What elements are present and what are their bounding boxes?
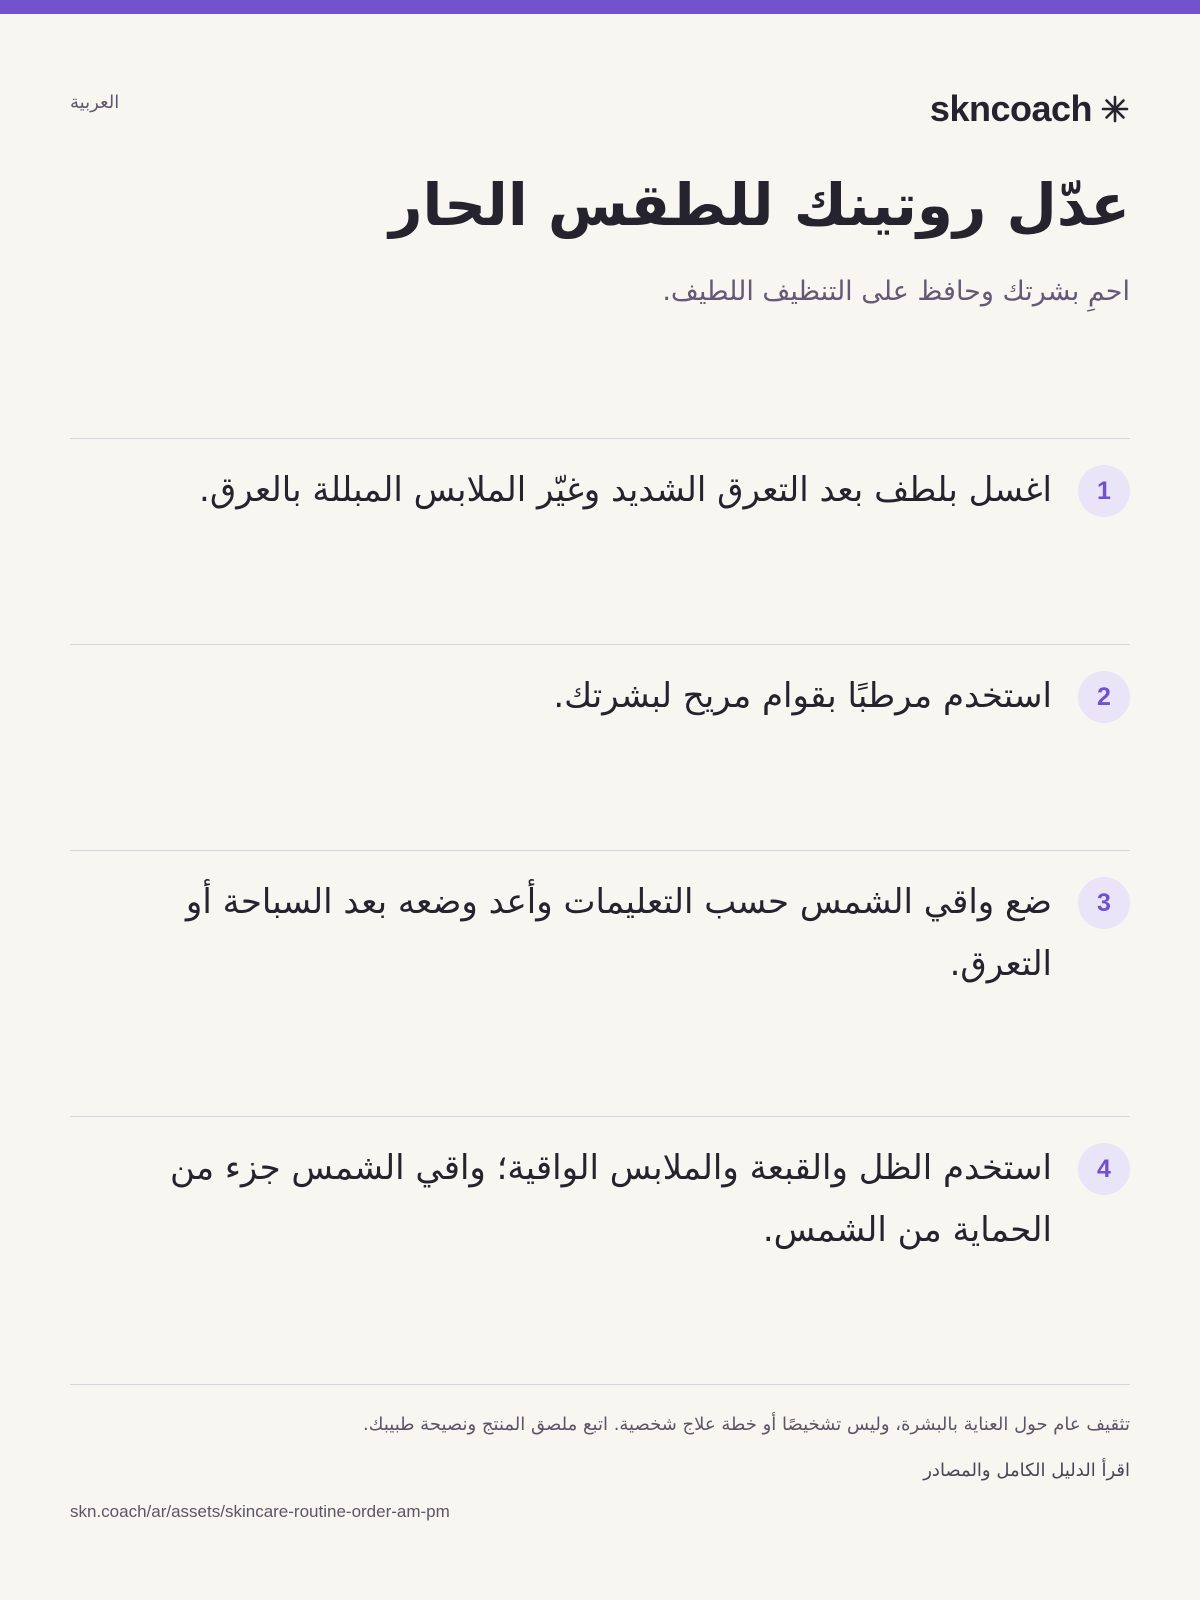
page-title: عدّل روتينك للطقس الحار — [389, 171, 1130, 239]
step-text: اغسل بلطف بعد التعرق الشديد وغيّر الملابس المبللة بالعرق. — [199, 470, 1052, 510]
steps-list — [70, 438, 1130, 1382]
step-text: استخدم الظل والقبعة والملابس الواقية؛ واقي الشمس جزء من الحماية من الشمس. — [169, 1148, 1052, 1250]
step-item — [70, 850, 1130, 1116]
step-number-badge: 2 — [1078, 671, 1130, 723]
page-header — [70, 84, 1130, 134]
step-item — [70, 1116, 1130, 1382]
footer-divider — [70, 1384, 1130, 1385]
asterisk-icon — [1100, 94, 1130, 124]
step-text: استخدم مرطبًا بقوام مريح لبشرتك. — [553, 676, 1052, 716]
step-number-badge: 1 — [1078, 465, 1130, 517]
step-item — [70, 644, 1130, 850]
step-number-badge: 3 — [1078, 877, 1130, 929]
page-subtitle: احمِ بشرتك وحافظ على التنظيف اللطيف. — [662, 276, 1130, 307]
step-text: ضع واقي الشمس حسب التعليمات وأعد وضعه بعد السباحة أو التعرق. — [185, 882, 1052, 984]
brand-logo[interactable] — [930, 84, 1130, 134]
language-switcher[interactable]: العربية — [70, 92, 120, 113]
step-number-badge: 4 — [1078, 1143, 1130, 1195]
disclaimer-text: تثقيف عام حول العناية بالبشرة، وليس تشخيصًا أو خطة علاج شخصية. اتبع ملصق المنتج ونصيحة طبيبك. — [362, 1414, 1130, 1435]
full-guide-link[interactable]: اقرأ الدليل الكامل والمصادر — [923, 1460, 1130, 1481]
page-url: skn.coach/ar/assets/skincare-routine-order-am-pm — [70, 1502, 450, 1521]
accent-top-bar — [0, 0, 1200, 14]
brand-name: skncoach — [929, 88, 1092, 129]
step-item — [70, 438, 1130, 644]
